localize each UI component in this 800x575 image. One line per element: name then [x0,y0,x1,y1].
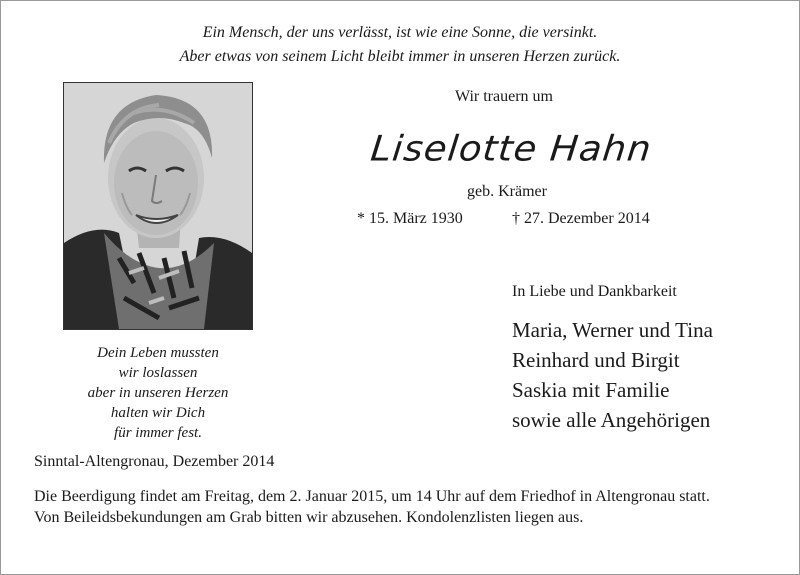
condolence-line: Von Beileidsbekundungen am Grab bitten wir abzusehen. Kondolenzlisten liegen aus. [34,509,584,526]
quote-line-2: Aber etwas von seinem Licht bleibt immer in unseren Herzen zurück. [179,48,621,65]
caption-line: Dein Leben mussten [97,345,219,361]
place-date: Sinntal-Altengronau, Dezember 2014 [34,453,275,470]
family-member: Reinhard und Birgit [512,348,680,372]
family-member: sowie alle Angehörigen [512,408,711,432]
caption-line: aber in unseren Herzen [87,385,229,401]
caption-line: wir loslassen [118,365,198,381]
funeral-line: Die Beerdigung findet am Freitag, dem 2. Januar 2015, um 14 Uhr auf dem Friedhof in Altengronau statt. [34,488,710,505]
maiden-name: geb. Krämer [467,183,547,200]
gratitude-text: In Liebe und Dankbarkeit [512,283,677,300]
family-member: Saskia mit Familie [512,378,670,402]
death-date: † 27. Dezember 2014 [512,210,650,227]
family-list [512,315,713,435]
portrait-photo [63,82,253,330]
funeral-info [34,486,766,528]
birth-date: * 15. März 1930 [357,210,463,227]
caption-line: für immer fest. [114,425,202,441]
mourn-text: Wir trauern um [455,88,553,105]
caption-line: halten wir Dich [110,405,206,421]
deceased-name: Liselotte Hahn [368,128,654,169]
quote-line-1: Ein Mensch, der uns verlässt, ist wie eine Sonne, die versinkt. [202,24,598,41]
family-member: Maria, Werner und Tina [512,318,713,342]
